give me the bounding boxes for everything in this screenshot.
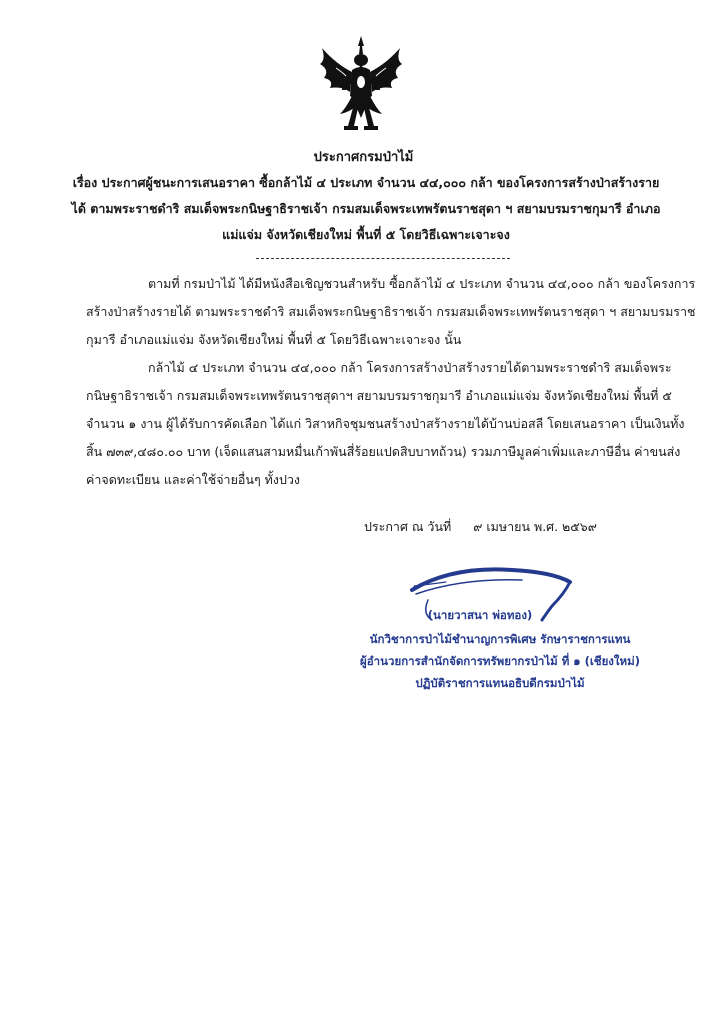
paragraph-line: ค่าจดทะเบียน และค่าใช้จ่ายอื่นๆ ทั้งปวง (86, 472, 301, 487)
paragraph-line: สิ้น ๗๓๙,๔๘๐.๐๐ บาท (เจ็ดแสนสามหมื่นเก้าพันสี่ร้อยแปดสิบบาทถ้วน) รวมภาษีมูลค่าเพิ่มและภาษีอื่น ค่าขนส่ง (86, 444, 681, 459)
subject-line: เรื่อง ประกาศผู้ชนะการเสนอราคา ซื้อกล้าไม้ ๔ ประเภท จำนวน ๔๔,๐๐๐ กล้า ของโครงการสร้างป่าสร้างราย (72, 175, 660, 190)
signer-position-2: ผู้อำนวยการสำนักจัดการทรัพยากรป่าไม้ ที่ ๑ (เชียงใหม่) (360, 654, 640, 668)
announcement-date (364, 517, 597, 537)
signer-position-1: นักวิชาการป่าไม้ชำนาญการพิเศษ รักษาราชการแทน (369, 632, 631, 646)
paragraph-line: ตามที่ กรมป่าไม้ ได้มีหนังสือเชิญชวนสำหรับ ซื้อกล้าไม้ ๔ ประเภท จำนวน ๔๔,๐๐๐ กล้า ของโครงการ (148, 276, 696, 291)
paragraph-line: กุมารี อำเภอแม่แจ่ม จังหวัดเชียงใหม่ พื้นที่ ๕ โดยวิธีเฉพาะเจาะจง นั้น (86, 332, 462, 347)
paragraph-line: สร้างป่าสร้างรายได้ ตามพระราชดำริ สมเด็จพระกนิษฐาธิราชเจ้า กรมสมเด็จพระเทพรัตนราชสุดา ฯ สยามบรมราช (86, 304, 696, 319)
paragraph-winner (86, 354, 685, 494)
subject-line: แม่แจ่ม จังหวัดเชียงใหม่ พื้นที่ ๕ โดยวิธีเฉพาะเจาะจง (222, 227, 510, 242)
signer-position-3: ปฏิบัติราชการแทนอธิบดีกรมป่าไม้ (415, 676, 585, 690)
announcement-label: ประกาศ ณ วันที่ (364, 519, 452, 534)
dashed-separator (256, 258, 510, 259)
garuda-emblem-icon (316, 34, 406, 134)
announcement-date-value: ๙ เมษายน พ.ศ. ๒๕๖๙ (473, 519, 597, 534)
document-title: ประกาศกรมป่าไม้ (313, 150, 414, 165)
document-subject (66, 170, 666, 248)
subject-line: ได้ ตามพระราชดำริ สมเด็จพระกนิษฐาธิราชเจ้า กรมสมเด็จพระเทพรัตนราชสุดา ฯ สยามบรมราชกุมารี อำเภอ (71, 201, 661, 216)
signer-name: (นายวาสนา พ่อทอง) (427, 608, 533, 622)
paragraph-invitation (86, 270, 696, 354)
paragraph-line: จำนวน ๑ งาน ผู้ได้รับการคัดเลือก ได้แก่ วิสาหกิจชุมชนสร้างป่าสร้างรายได้บ้านบ่อสลี โดยเสนอราคา เป็นเงินทั้ง (86, 416, 685, 431)
paragraph-line: กล้าไม้ ๔ ประเภท จำนวน ๔๔,๐๐๐ กล้า โครงการสร้างป่าสร้างรายได้ตามพระราชดำริ สมเด็จพระ (148, 360, 672, 375)
paragraph-line: กนิษฐาธิราชเจ้า กรมสมเด็จพระเทพรัตนราชสุดาฯ สยามบรมราชกุมารี อำเภอแม่แจ่ม จังหวัดเชียงใหม่ พื้นที่ ๕ (86, 388, 672, 403)
